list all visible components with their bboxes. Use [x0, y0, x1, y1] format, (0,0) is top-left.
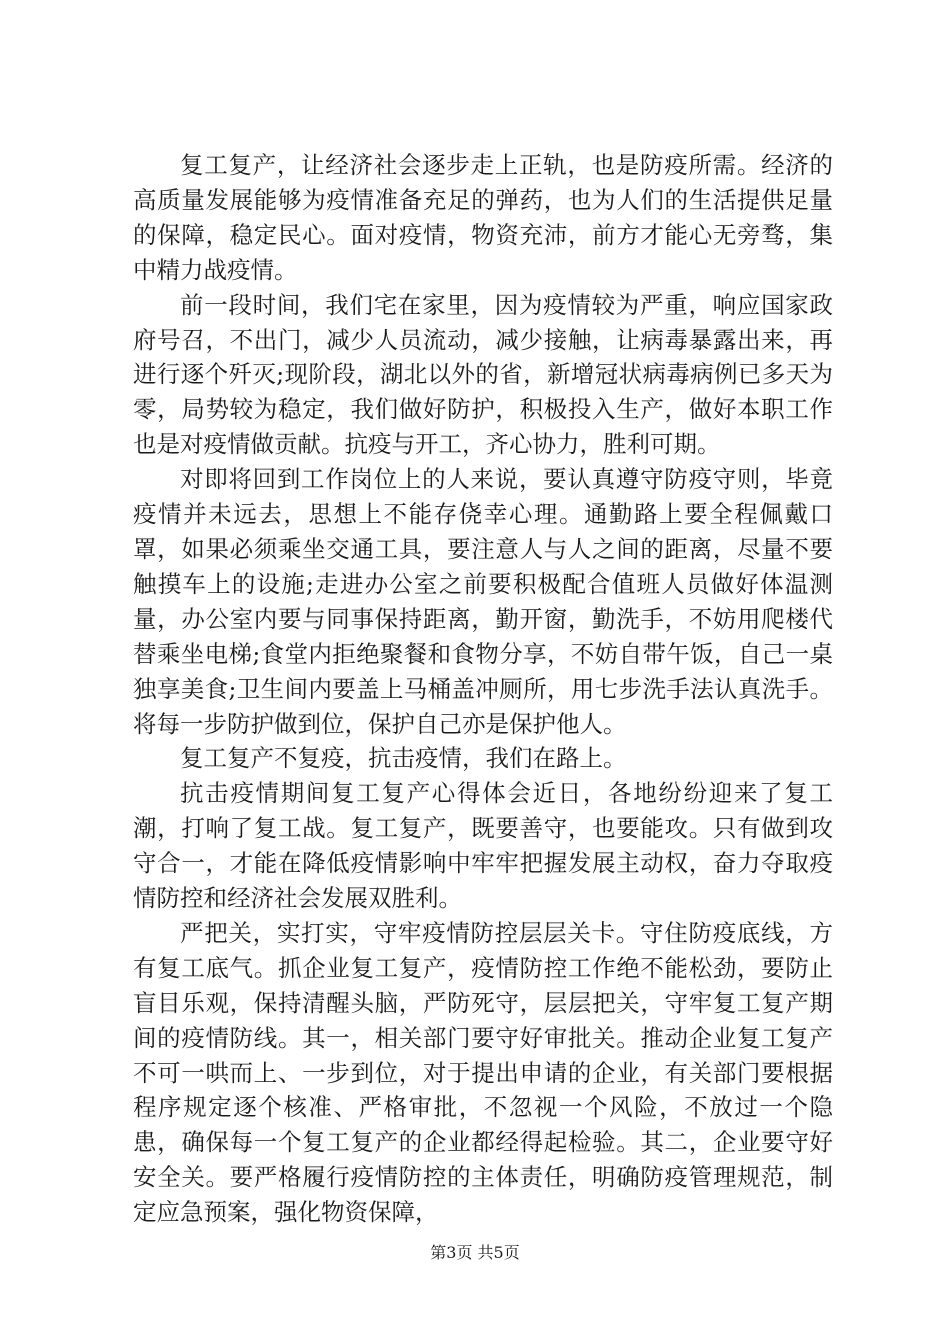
paragraph: 严把关，实打实，守牢疫情防控层层关卡。守住防疫底线，方有复工底气。抓企业复工复产，疫情防控工作绝不能松劲，要防止盲目乐观，保持清醒头脑，严防死守，层层把关，守牢复工复产期间的疫情防线。其一，相关部门要守好审批关。推动企业复工复产不可一哄而上、一步到位，对于提出申请的企业，有关部门要根据程序规定逐个核准、严格审批，不忽视一个风险，不放过一个隐患，确保每一个复工复产的企业都经得起检验。其二，企业要守好安全关。要严格履行疫情防控的主体责任，明确防疫管理规范，制定应急预案，强化物资保障，: [133, 918, 833, 1227]
paragraph: 复工复产，让经济社会逐步走上正轨，也是防疫所需。经济的高质量发展能够为疫情准备充足的弹药，也为人们的生活提供足量的保障，稳定民心。面对疫情，物资充沛，前方才能心无旁骛，集中精力战疫情。: [133, 151, 833, 284]
page-number-footer: 第3页 共5页: [430, 1243, 520, 1262]
paragraph: 抗击疫情期间复工复产心得体会近日，各地纷纷迎来了复工潮，打响了复工战。复工复产，既要善守，也要能攻。只有做到攻守合一，才能在降低疫情影响中牢牢把握发展主动权，奋力夺取疫情防控和经济社会发展双胜利。: [133, 779, 833, 913]
paragraph: 复工复产不复疫，抗击疫情，我们在路上。: [180, 744, 627, 773]
paragraph: 前一段时间，我们宅在家里，因为疫情较为严重，响应国家政府号召，不出门，减少人员流动，减少接触，让病毒暴露出来，再进行逐个歼灭;现阶段，湖北以外的省，新增冠状病毒病例已多天为零，局势较为稳定，我们做好防护，积极投入生产，做好本职工作也是对疫情做贡献。抗疫与开工，齐心协力，胜利可期。: [133, 290, 833, 459]
paragraph: 对即将回到工作岗位上的人来说，要认真遵守防疫守则，毕竟疫情并未远去，思想上不能存侥幸心理。通勤路上要全程佩戴口罩，如果必须乘坐交通工具，要注意人与人之间的距离，尽量不要触摸车上的设施;走进办公室之前要积极配合值班人员做好体温测量，办公室内要与同事保持距离，勤开窗，勤洗手，不妨用爬楼代替乘坐电梯;食堂内拒绝聚餐和食物分享，不妨自带午饭，自己一桌独享美食;卫生间内要盖上马桶盖冲厕所，用七步洗手法认真洗手。将每一步防护做到位，保护自己亦是保护他人。: [133, 465, 833, 738]
document-body: [133, 148, 833, 1230]
